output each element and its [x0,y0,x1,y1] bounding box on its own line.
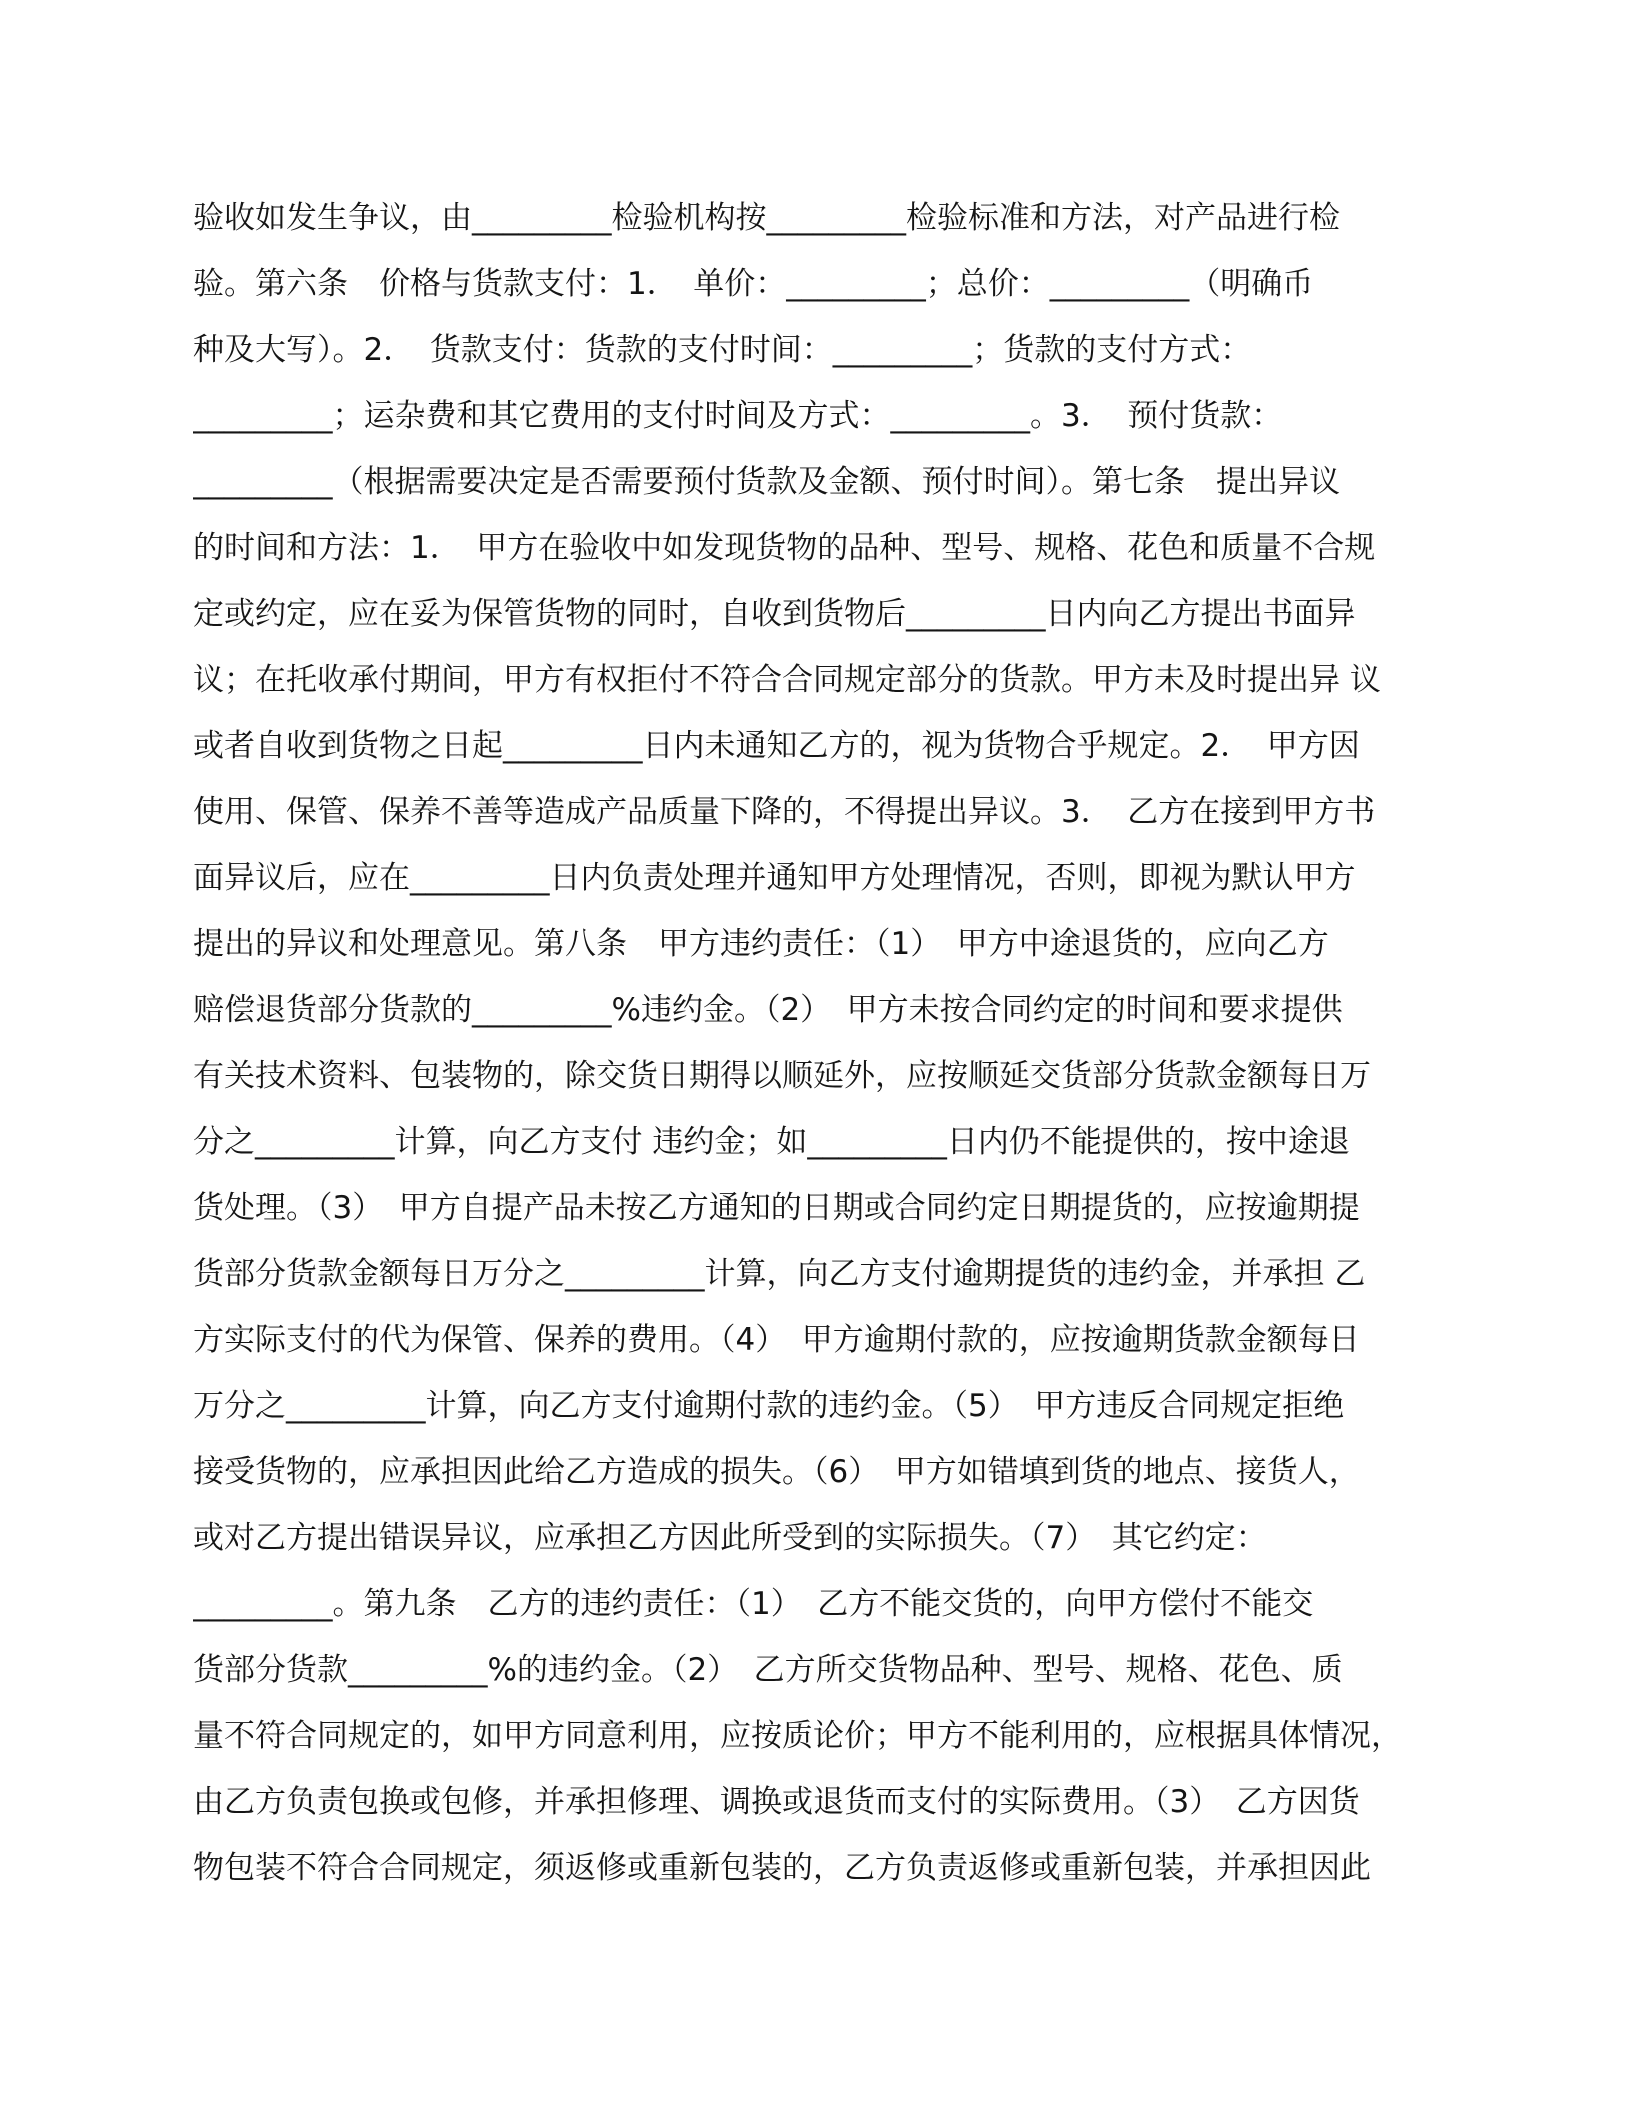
text-line: _________。第九条 乙方的违约责任：（1） 乙方不能交货的，向甲方偿付不能交 [193,1586,1314,1622]
text-line: 种及大写）。2． 货款支付：货款的支付时间：_________；货款的支付方式： [193,332,1252,368]
text-line: 议；在托收承付期间，甲方有权拒付不符合合同规定部分的货款。甲方未及时提出异 议 [193,662,1381,698]
text-line: 分之_________计算，向乙方支付 违约金；如_________日内仍不能提供的，按中途退 [193,1124,1350,1160]
text-line: 方实际支付的代为保管、保养的费用。（4） 甲方逾期付款的，应按逾期货款金额每日 [193,1322,1360,1358]
text-line: 赔偿退货部分货款的_________%违约金。（2） 甲方未按合同约定的时间和要求提供 [193,992,1343,1028]
text-line: _________；运杂费和其它费用的支付时间及方式：_________。3． 预付货款： [193,398,1283,434]
text-line: 货部分货款金额每日万分之_________计算，向乙方支付逾期提货的违约金，并承担 乙 [193,1256,1366,1292]
text-line: 量不符合同规定的，如甲方同意利用，应按质论价；甲方不能利用的，应根据具体情况， [193,1718,1402,1754]
text-line: 物包装不符合合同规定，须返修或重新包装的，乙方负责返修或重新包装，并承担因此 [193,1850,1371,1886]
text-line: 接受货物的，应承担因此给乙方造成的损失。（6） 甲方如错填到货的地点、接货人， [193,1454,1360,1490]
text-line: 万分之_________计算，向乙方支付逾期付款的违约金。（5） 甲方违反合同规定拒绝 [193,1388,1345,1424]
text-line: 有关技术资料、包装物的，除交货日期得以顺延外，应按顺延交货部分货款金额每日万 [193,1058,1371,1094]
text-line: 货部分货款_________%的违约金。（2） 乙方所交货物品种、型号、规格、花色、质 [193,1652,1343,1688]
text-line: 验。第六条 价格与货款支付：1． 单价：_________；总价：_________（明确币 [193,266,1314,302]
text-line: 面异议后，应在_________日内负责处理并通知甲方处理情况，否则，即视为默认甲方 [193,860,1356,896]
text-line: 的时间和方法：1． 甲方在验收中如发现货物的品种、型号、规格、花色和质量不合规 [193,530,1376,566]
text-line: 验收如发生争议，由_________检验机构按_________检验标准和方法，对产品进行检 [193,200,1340,236]
text-line: 货处理。（3） 甲方自提产品未按乙方通知的日期或合同约定日期提货的，应按逾期提 [193,1190,1360,1226]
text-line: _________（根据需要决定是否需要预付货款及金额、预付时间）。第七条 提出异议 [193,464,1340,500]
text-line: 或对乙方提出错误异议，应承担乙方因此所受到的实际损失。（7） 其它约定： [193,1520,1267,1556]
text-line: 使用、保管、保养不善等造成产品质量下降的，不得提出异议。3． 乙方在接到甲方书 [193,794,1376,830]
contract-body-text [193,185,1433,1901]
text-line: 提出的异议和处理意见。第八条 甲方违约责任：（1） 甲方中途退货的，应向乙方 [193,926,1329,962]
text-line: 或者自收到货物之日起_________日内未通知乙方的，视为货物合乎规定。2． 甲方因 [193,728,1360,764]
text-line: 定或约定，应在妥为保管货物的同时，自收到货物后_________日内向乙方提出书面异 [193,596,1356,632]
text-line: 由乙方负责包换或包修，并承担修理、调换或退货而支付的实际费用。（3） 乙方因货 [193,1784,1360,1820]
